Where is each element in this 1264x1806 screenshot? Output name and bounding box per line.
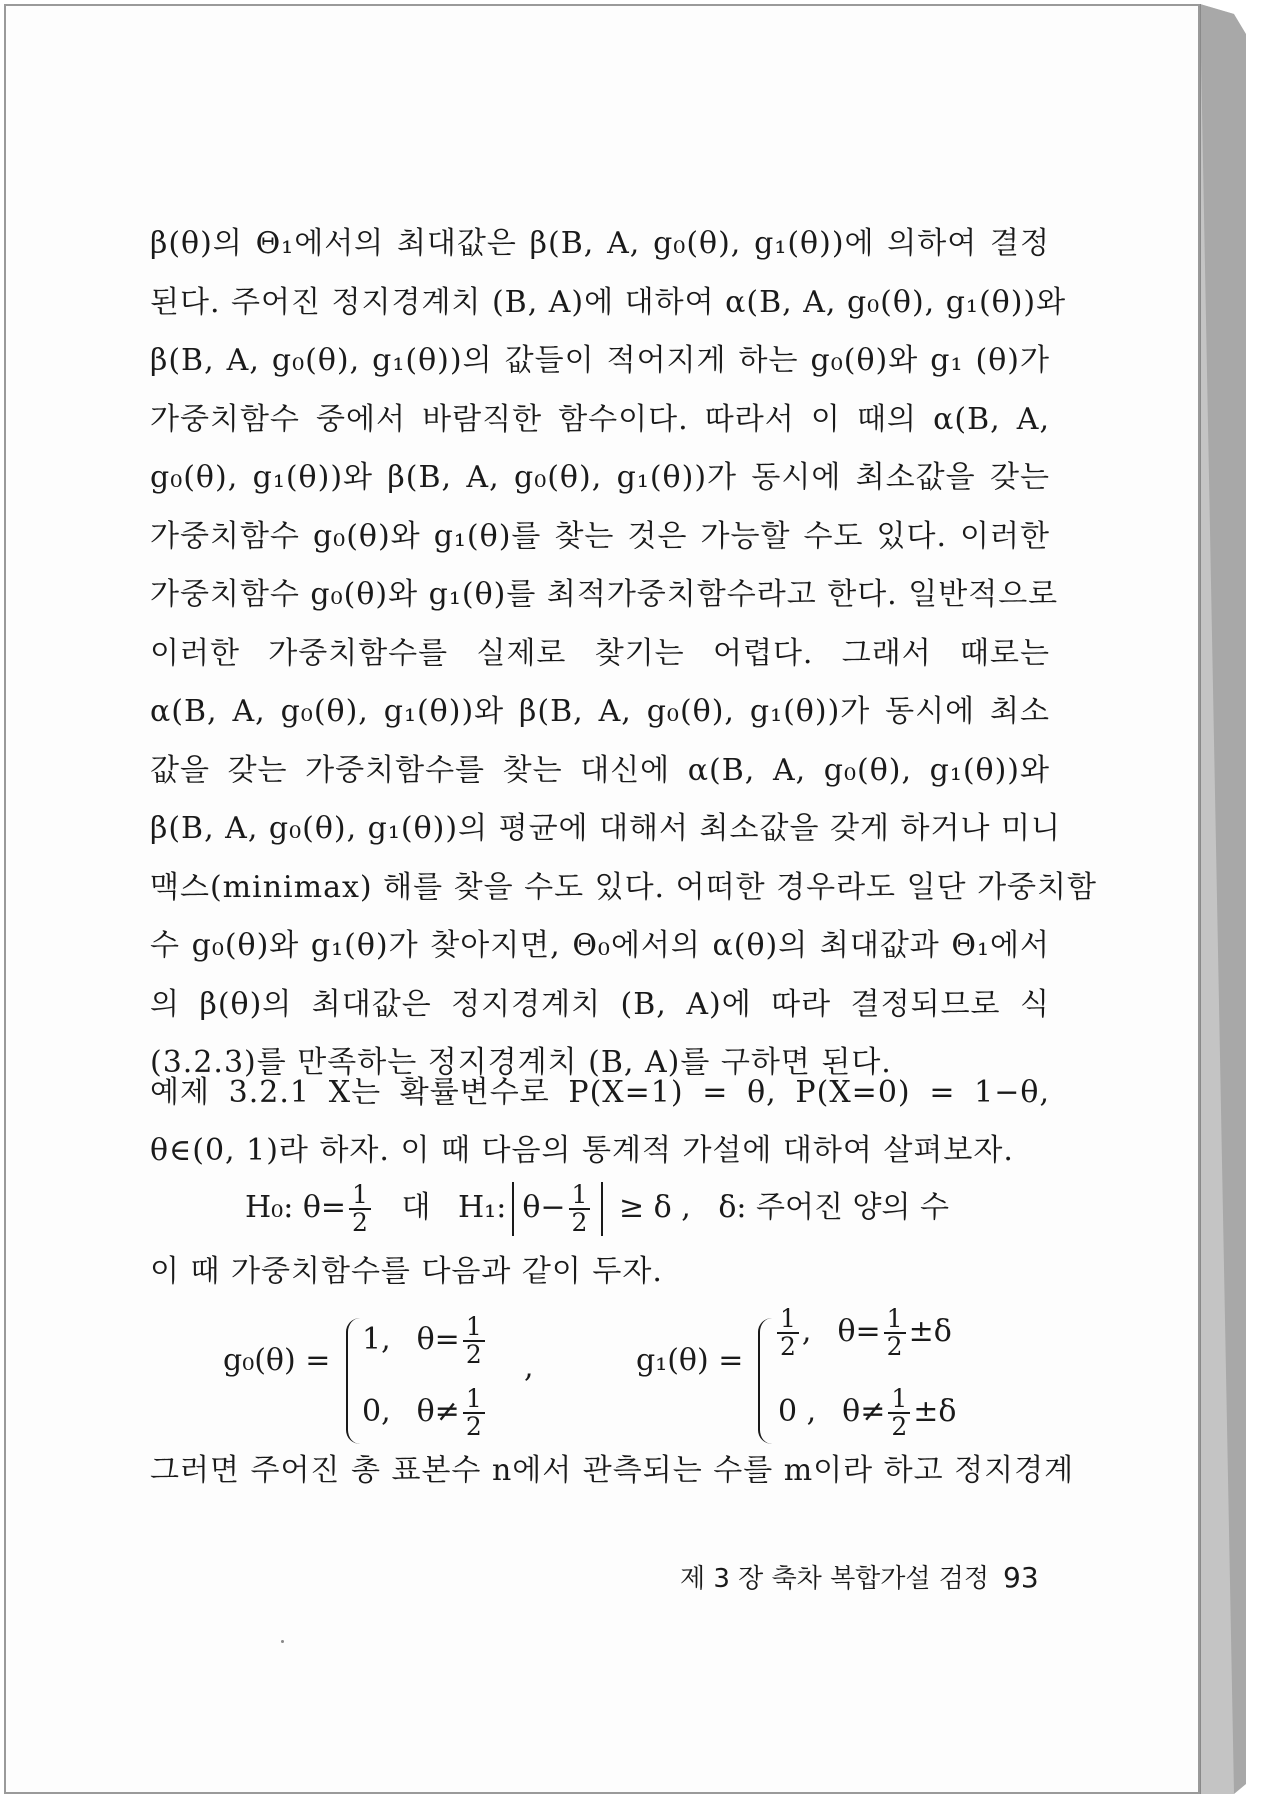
hypothesis-formula [245, 1182, 949, 1236]
text-line: β(θ)의 Θ₁에서의 최대값은 β(B, A, g₀(θ), g₁(θ))에 의하여 결정 [150, 226, 1050, 261]
g1-label: g₁(θ) = [636, 1343, 744, 1378]
fraction-half: $\frac{1}{2}$ [463, 1314, 485, 1368]
g0-brace [346, 1318, 362, 1444]
body-paragraph [150, 215, 1097, 1093]
h1-label: H₁: [458, 1190, 507, 1225]
text-line: 가중치함수 중에서 바람직한 함수이다. 따라서 이 때의 α(B, A, [150, 401, 1050, 437]
text-line: g₀(θ), g₁(θ))와 β(B, A, g₀(θ), g₁(θ))가 동시에 최소값을 갖는 [150, 460, 1050, 495]
separator-comma: , [524, 1350, 534, 1385]
delta-note: δ: 주어진 양의 수 [718, 1190, 949, 1225]
text-line: 이러한 가중치함수를 실제로 찾기는 어렵다. 그래서 때로는 [150, 635, 1050, 671]
fraction-half: $\frac{1}{2}$ [463, 1386, 485, 1440]
text-line: 맥스(minimax) 해를 찾을 수도 있다. 어떠한 경우라도 일단 가중치함 [150, 869, 1097, 905]
text-line: α(B, A, g₀(θ), g₁(θ))와 β(B, A, g₀(θ), g₁(θ))가 동시에 최소 [150, 694, 1050, 729]
text-line: (3.2.3)를 만족하는 정지경계치 (B, A)를 구하면 된다. [150, 1045, 892, 1080]
absolute-value: θ− $\frac{1}{2}$ [512, 1182, 603, 1236]
geq-delta: ≥ δ , [618, 1190, 691, 1225]
g1-brace [758, 1318, 774, 1444]
page-edge-shadow [1200, 4, 1246, 1794]
h0-label: H₀: θ= [245, 1190, 347, 1225]
final-line: 그러면 주어진 총 표본수 n에서 관측되는 수를 m이라 하고 정지경계 [150, 1453, 1075, 1488]
example-line: θ∈(0, 1)라 하자. 이 때 다음의 통계적 가설에 대하여 살펴보자. [150, 1133, 1014, 1168]
fraction-half: $\frac{1}{2}$ [349, 1182, 371, 1236]
chapter-title: 제 3 장 축차 복합가설 검정 [680, 1564, 990, 1594]
g0-case-2: 0, θ≠ $\frac{1}{2}$ [362, 1386, 488, 1440]
versus-label: 대 [401, 1190, 431, 1225]
text-line: 된다. 주어진 정지경계치 (B, A)에 대하여 α(B, A, g₀(θ), g₁(θ))와 [150, 284, 1067, 320]
text-line: β(B, A, g₀(θ), g₁(θ))의 값들이 적어지게 하는 g₀(θ)와 g₁ (θ)가 [150, 343, 1050, 378]
fraction-half: $\frac{1}{2}$ [569, 1182, 591, 1236]
text-line: 가중치함수 g₀(θ)와 g₁(θ)를 최적가중치함수라고 한다. 일반적으로 [150, 577, 1059, 612]
paper-speck [281, 1640, 284, 1643]
fraction-half: $\frac{1}{2}$ [884, 1306, 906, 1360]
example-line: 예제 3.2.1 X는 확률변수로 P(X=1) = θ, P(X=0) = 1−θ, [150, 1075, 1050, 1110]
text-line: 수 g₀(θ)와 g₁(θ)가 찾아지면, Θ₀에서의 α(θ)의 최대값과 Θ₁에서 [150, 928, 1050, 963]
g1-case-2: 0 , θ≠ $\frac{1}{2}$ ±δ [778, 1384, 957, 1441]
g0-case-1: 1, θ= $\frac{1}{2}$ [362, 1314, 488, 1368]
fraction-half: $\frac{1}{2}$ [888, 1386, 910, 1440]
g0-label: g₀(θ) = [223, 1343, 331, 1378]
g1-case-1: $\frac{1}{2}$ , θ= $\frac{1}{2}$ ±δ [774, 1306, 952, 1360]
page-number: 93 [1003, 1561, 1039, 1594]
text-line: 가중치함수 g₀(θ)와 g₁(θ)를 찾는 것은 가능할 수도 있다. 이러한 [150, 518, 1050, 554]
weight-intro: 이 때 가중치함수를 다음과 같이 두자. [150, 1254, 663, 1289]
page-footer [680, 1558, 1039, 1595]
text-line: 의 β(θ)의 최대값은 정지경계치 (B, A)에 따라 결정되므로 식 [150, 986, 1050, 1022]
text-line: β(B, A, g₀(θ), g₁(θ))의 평균에 대해서 최소값을 갖게 하거나 미니 [150, 811, 1061, 846]
fraction-half: $\frac{1}{2}$ [777, 1306, 799, 1360]
example-block [150, 1064, 1050, 1180]
text-line: 값을 갖는 가중치함수를 찾는 대신에 α(B, A, g₀(θ), g₁(θ))와 [150, 752, 1050, 788]
